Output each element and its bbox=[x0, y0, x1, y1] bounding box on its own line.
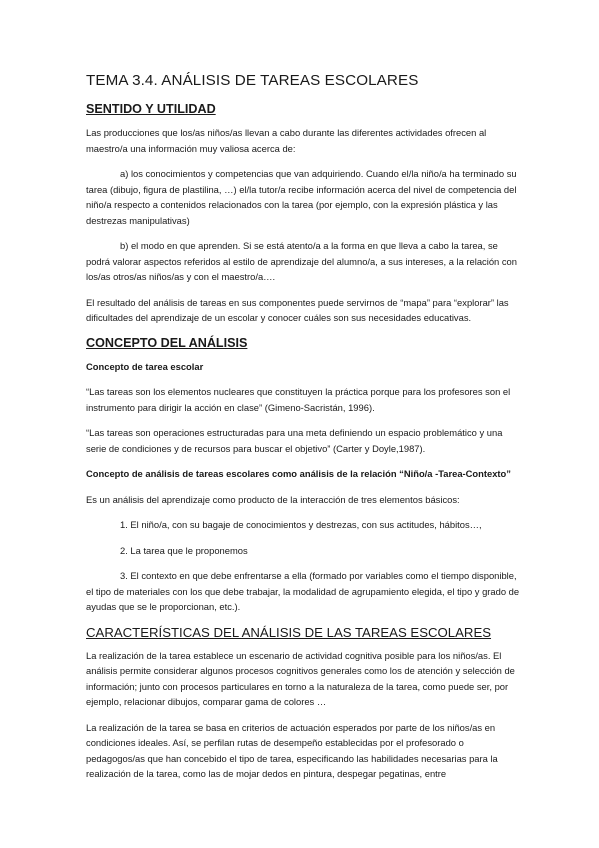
paragraph-result: El resultado del análisis de tareas en sus componentes puede servirnos de “mapa” para “explorar” las dificultades del aprendizaje de un escolar y conocer cuáles son sus necesidades educativas. bbox=[86, 296, 509, 323]
paragraph-caracteristicas-2: La realización de la tarea se basa en criterios de actuación esperados por parte de los niños/as en condiciones ideales. Así, se perfilan rutas de desempeño establecidas por el profesorado o pedagogos/as que han concebido el tipo de tarea, especificando las habilidades necesarias para la realización de la tarea, como las de mojar dedos en pintura, despegar pegatinas, entre bbox=[86, 721, 498, 779]
list-item-contexto: 3. El contexto en que debe enfrentarse a ella (formado por variables como el tiempo disponible, el tipo de materiales con los que debe trabajar, la modalidad de agrupamiento elegida, el tipo y grado de ayudas que se le proporcionan, etc.). bbox=[86, 570, 520, 612]
document-title: TEMA 3.4. ANÁLISIS DE TAREAS ESCOLARES bbox=[86, 72, 419, 89]
list-item-tarea: 2. La tarea que le proponemos bbox=[120, 544, 248, 556]
subheading-tarea-escolar: Concepto de tarea escolar bbox=[86, 360, 204, 372]
list-item-nino: 1. El niño/a, con su bagaje de conocimientos y destrezas, con sus actitudes, hábitos…, bbox=[120, 519, 482, 530]
paragraph-point-a: a) los conocimientos y competencias que van adquiriendo. Cuando el/la niño/a ha terminado su tarea (dibujo, figura de plastilina, …) el/la tutor/a recibe información acerca del nivel de competencia del niño/a respecto a contenidos relacionados con la tarea (por ejemplo, con la expresión plástica y las destrezas manipulativas) bbox=[86, 168, 517, 226]
section-heading-caracteristicas: CARACTERÍSTICAS DEL ANÁLISIS DE LAS TAREAS ESCOLARES bbox=[86, 624, 492, 640]
section-heading-concepto: CONCEPTO DEL ANÁLISIS bbox=[86, 335, 248, 350]
quote-gimeno: “Las tareas son los elementos nucleares que constituyen la práctica porque para los profesores son el instrumento para dirigir la acción en clase” (Gimeno-Sacristán, 1996). bbox=[86, 386, 511, 413]
section-heading-sentido: SENTIDO Y UTILIDAD bbox=[86, 102, 216, 116]
quote-carter-doyle: “Las tareas son operaciones estructuradas para una meta definiendo un espacio problemático y una serie de condiciones y de recursos para buscar el objetivo” (Carter y Doyle,1987). bbox=[86, 427, 503, 454]
subheading-analisis-relacion: Concepto de análisis de tareas escolares como análisis de la relación “Niño/a -Tarea-Contexto” bbox=[86, 468, 511, 479]
paragraph-point-b: b) el modo en que aprenden. Si se está atento/a a la forma en que lleva a cabo la tarea, se podrá valorar aspectos referidos al estilo de aprendizaje del alumno/a, a sus intereses, a la relación con los/as otros/as niños/as y con el maestro/a…. bbox=[86, 240, 517, 282]
paragraph-caracteristicas-1: La realización de la tarea establece un escenario de actividad cognitiva posible para los niños/as. El análisis permite considerar algunos procesos cognitivos generales como los de atención y selección de información; junto con procesos particulares en torno a la naturaleza de la tarea, como puede ser, por ejemplo, relacionar dibujos, comparar gama de colores … bbox=[86, 649, 515, 707]
paragraph-sentido-intro: Las producciones que los/as niños/as llevan a cabo durante las diferentes actividades ofrecen al maestro/a una información muy valiosa acerca de: bbox=[86, 127, 487, 154]
paragraph-concepto-intro: Es un análisis del aprendizaje como producto de la interacción de tres elementos básicos: bbox=[86, 493, 460, 505]
